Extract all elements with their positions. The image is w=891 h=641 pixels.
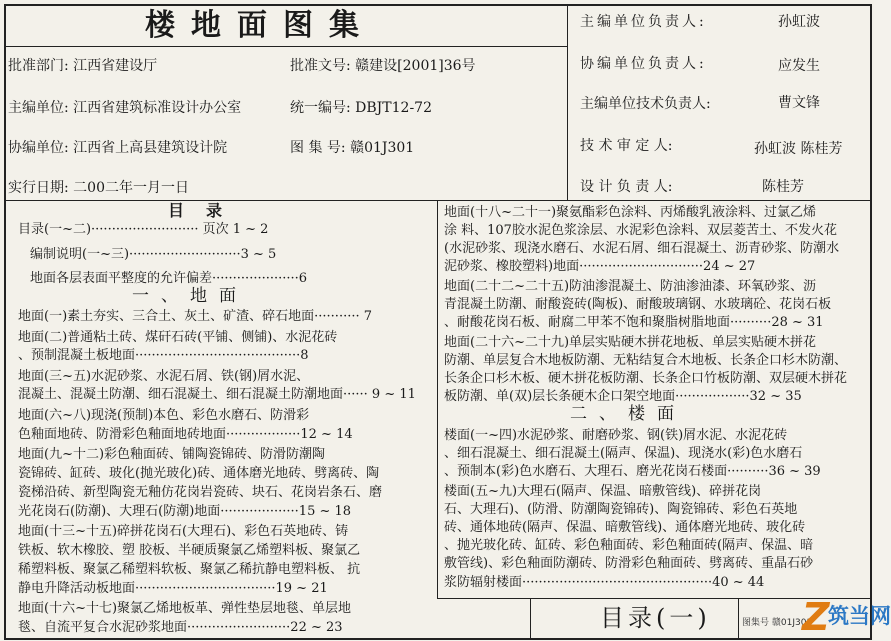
assist-unit: 协编单位: 江西省上高县建筑设计院: [8, 140, 228, 156]
toc-floor-13c[interactable]: 稀塑料板、聚氯乙稀塑料软板、聚氯乙稀抗静电塑料板、 抗: [18, 562, 361, 577]
toc-floor-18c[interactable]: (水泥砂浆、现浇水磨石、水泥石屑、细石混凝土、沥青砂浆、防潮水: [444, 241, 840, 256]
toc-floor-26d[interactable]: 板防潮、单(双)层长条硬木企口架空地面··················32 ~ 35: [444, 389, 802, 404]
toc-floor-3b[interactable]: 混凝土、混凝土防潮、细石混凝土、细石混凝土防潮地面······ 9 ~ 11: [18, 387, 416, 402]
toc-upper-1a[interactable]: 楼面(一~四)水泥砂浆、耐磨砂浆、钢(铁)屑水泥、水泥花砖: [444, 428, 788, 443]
header-divider-vertical: [567, 4, 568, 200]
toc-upper-5b[interactable]: 石、大理石)、(防滑、防潮陶瓷锦砖)、陶瓷锦砖、彩色石英地: [444, 502, 798, 517]
toc-floor-2b[interactable]: 、预制混凝土板地面········································8: [18, 348, 309, 363]
section-heading-floor: 一、地面: [132, 286, 248, 306]
page-title: 楼地面图集: [145, 8, 375, 43]
atlas-no: 图 集 号: 赣01J301: [290, 140, 415, 156]
footer-title-left: [530, 598, 531, 640]
toc-floor-16a[interactable]: 地面(十六~十七)聚氯乙烯地板革、弹性垫层地毯、单层地: [18, 601, 352, 616]
header-row-line-1: [4, 46, 567, 47]
toc-upper-5f[interactable]: 浆防辐射楼面··············································40 ~ 44: [444, 575, 765, 590]
toc-floor-13a[interactable]: 地面(十三~十五)碎拼花岗石(大理石)、彩色石英地砖、铸: [18, 524, 349, 539]
unified-no: 统一编号: DBJT12-72: [290, 100, 432, 116]
toc-floor-18b[interactable]: 涂 料、107胶水泥色浆涂层、水泥彩色涂料、双层菱苦土、不发火花: [444, 223, 837, 238]
toc-floor-3a[interactable]: 地面(三~五)水泥砂浆、水泥石屑、铁(钢)屑水泥、: [18, 369, 310, 384]
toc-upper-5e[interactable]: 敷管线)、彩色釉面防潮砖、防滑彩色釉面砖、劈离砖、重晶石砂: [444, 556, 814, 571]
toc-upper-1c[interactable]: 、预制本(彩)色水磨石、大理石、磨光花岗石楼面··········36 ~ 39: [444, 464, 821, 479]
toc-entry-2[interactable]: 编制说明(一~三)···························3 ~ 5: [30, 247, 277, 262]
toc-floor-26b[interactable]: 防潮、单层复合木地板防潮、无粘结复合木地板、长条企口杉木防潮、: [444, 353, 848, 368]
toc-upper-1b[interactable]: 、细石混凝土、细石混凝土(隔声、保温)、现浇水(彩)色水磨石: [444, 446, 803, 461]
toc-floor-1[interactable]: 地面(一)素土夯实、三合土、灰土、矿渣、碎石地面··········· 7: [18, 309, 373, 324]
resp-name-3: 曹文锋: [778, 95, 820, 111]
toc-floor-22c[interactable]: 、耐酸花岗石板、耐腐二甲苯不饱和聚脂树脂地面··········28 ~ 31: [444, 315, 824, 330]
toc-floor-26a[interactable]: 地面(二十六~二十九)单层实贴硬木拼花地板、单层实贴硬木拼花: [444, 335, 817, 350]
section-heading-upper-floor: 二、楼面: [570, 404, 686, 424]
resp-name-5: 陈桂芳: [762, 179, 804, 195]
toc-floor-16b[interactable]: 毯、自流平复合水泥砂浆地面·························22 ~ 23: [18, 620, 343, 635]
resp-name-1: 孙虹波: [778, 14, 820, 30]
toc-divider-vertical: [437, 200, 438, 598]
toc-floor-6a[interactable]: 地面(六~八)现浇(预制)本色、彩色水磨石、防滑彩: [18, 408, 310, 423]
approval-dept: 批准部门: 江西省建设厅: [8, 58, 158, 74]
header-divider-bottom: [4, 200, 872, 201]
resp-label-3: 主编单位技术负责人:: [580, 96, 711, 112]
chief-unit: 主编单位: 江西省建筑标准设计办公室: [8, 100, 242, 116]
toc-floor-26c[interactable]: 长条企口杉木板、硬木拼花板防潮、长条企口竹板防潮、双层硬木拼花: [444, 371, 848, 386]
toc-floor-9a[interactable]: 地面(九~十二)彩色釉面砖、铺陶瓷锦砖、防滑防潮陶: [18, 447, 326, 462]
toc-upper-5d[interactable]: 、抛光玻化砖、缸砖、彩色釉面砖、彩色釉面砖(隔声、保温、暗: [444, 538, 814, 553]
zhudang-logo: [802, 593, 891, 641]
toc-title: 目录: [168, 201, 245, 220]
resp-name-4: 孙虹波 陈桂芳: [754, 141, 843, 157]
toc-floor-22b[interactable]: 青混凝土防潮、耐酸瓷砖(陶板)、耐酸玻璃钢、水玻璃砼、花岗石板: [444, 297, 832, 312]
footer-title-right: [738, 598, 739, 640]
toc-floor-9c[interactable]: 瓷梯沿砖、新型陶瓷无釉仿花岗岩瓷砖、块石、花岗岩条石、磨: [18, 485, 383, 500]
corner-atlas-no: 图集号 赣01J301: [742, 618, 813, 628]
toc-floor-18d[interactable]: 泥砂浆、橡胶塑料)地面······························24 ~ 27: [444, 259, 756, 274]
logo-text: 筑当网: [828, 604, 891, 628]
toc-floor-2a[interactable]: 地面(二)普通粘土砖、煤矸石砖(平铺、侧铺)、水泥花砖: [18, 330, 338, 345]
toc-floor-9d[interactable]: 光花岗石(防潮)、大理石(防潮)地面···················15 ~ 18: [18, 504, 352, 519]
toc-entry-1[interactable]: 目录(一~二)·························· 页次 1 ~ 2: [18, 222, 269, 237]
resp-name-2: 应发生: [778, 58, 820, 74]
toc-floor-6b[interactable]: 色釉面地砖、防滑彩色釉面地砖地面··················12 ~ 14: [18, 427, 353, 442]
resp-label-1: 主编单位负责人:: [580, 14, 707, 30]
toc-floor-9b[interactable]: 瓷锦砖、缸砖、玻化(抛光玻化)砖、通体磨光地砖、劈离砖、陶: [18, 466, 380, 481]
toc-floor-18a[interactable]: 地面(十八~二十一)聚氨酯彩色涂料、丙烯酸乳液涂料、过氯乙烯: [444, 205, 817, 220]
impl-date: 实行日期: 二00二年一月一日: [8, 180, 189, 196]
toc-floor-13d[interactable]: 静电升降活动板地面··································19 ~ 21: [18, 581, 328, 596]
sheet-title: 目录(一): [600, 604, 711, 632]
toc-entry-3[interactable]: 地面各层表面平整度的允许偏差·····················6: [30, 271, 308, 286]
logo-letter: Z: [802, 595, 830, 639]
approval-no: 批准文号: 赣建设[2001]36号: [290, 58, 476, 74]
toc-upper-5c[interactable]: 砖、通体地砖(隔声、保温、暗敷管线)、通体磨光地砖、玻化砖: [444, 520, 806, 535]
toc-upper-5a[interactable]: 楼面(五~九)大理石(隔声、保温、暗敷管线)、碎拼花岗: [444, 484, 762, 499]
resp-label-5: 设 计 负 责 人:: [580, 179, 673, 195]
resp-label-2: 协编单位负责人:: [580, 56, 707, 72]
toc-floor-22a[interactable]: 地面(二十二~二十五)防油渗混凝土、防油渗油漆、环氧砂浆、沥: [444, 279, 817, 294]
resp-label-4: 技 术 审 定 人:: [580, 138, 673, 154]
toc-floor-13b[interactable]: 铁板、软木橡胶、塑 胶板、半硬质聚氯乙烯塑料板、聚氯乙: [18, 543, 361, 558]
